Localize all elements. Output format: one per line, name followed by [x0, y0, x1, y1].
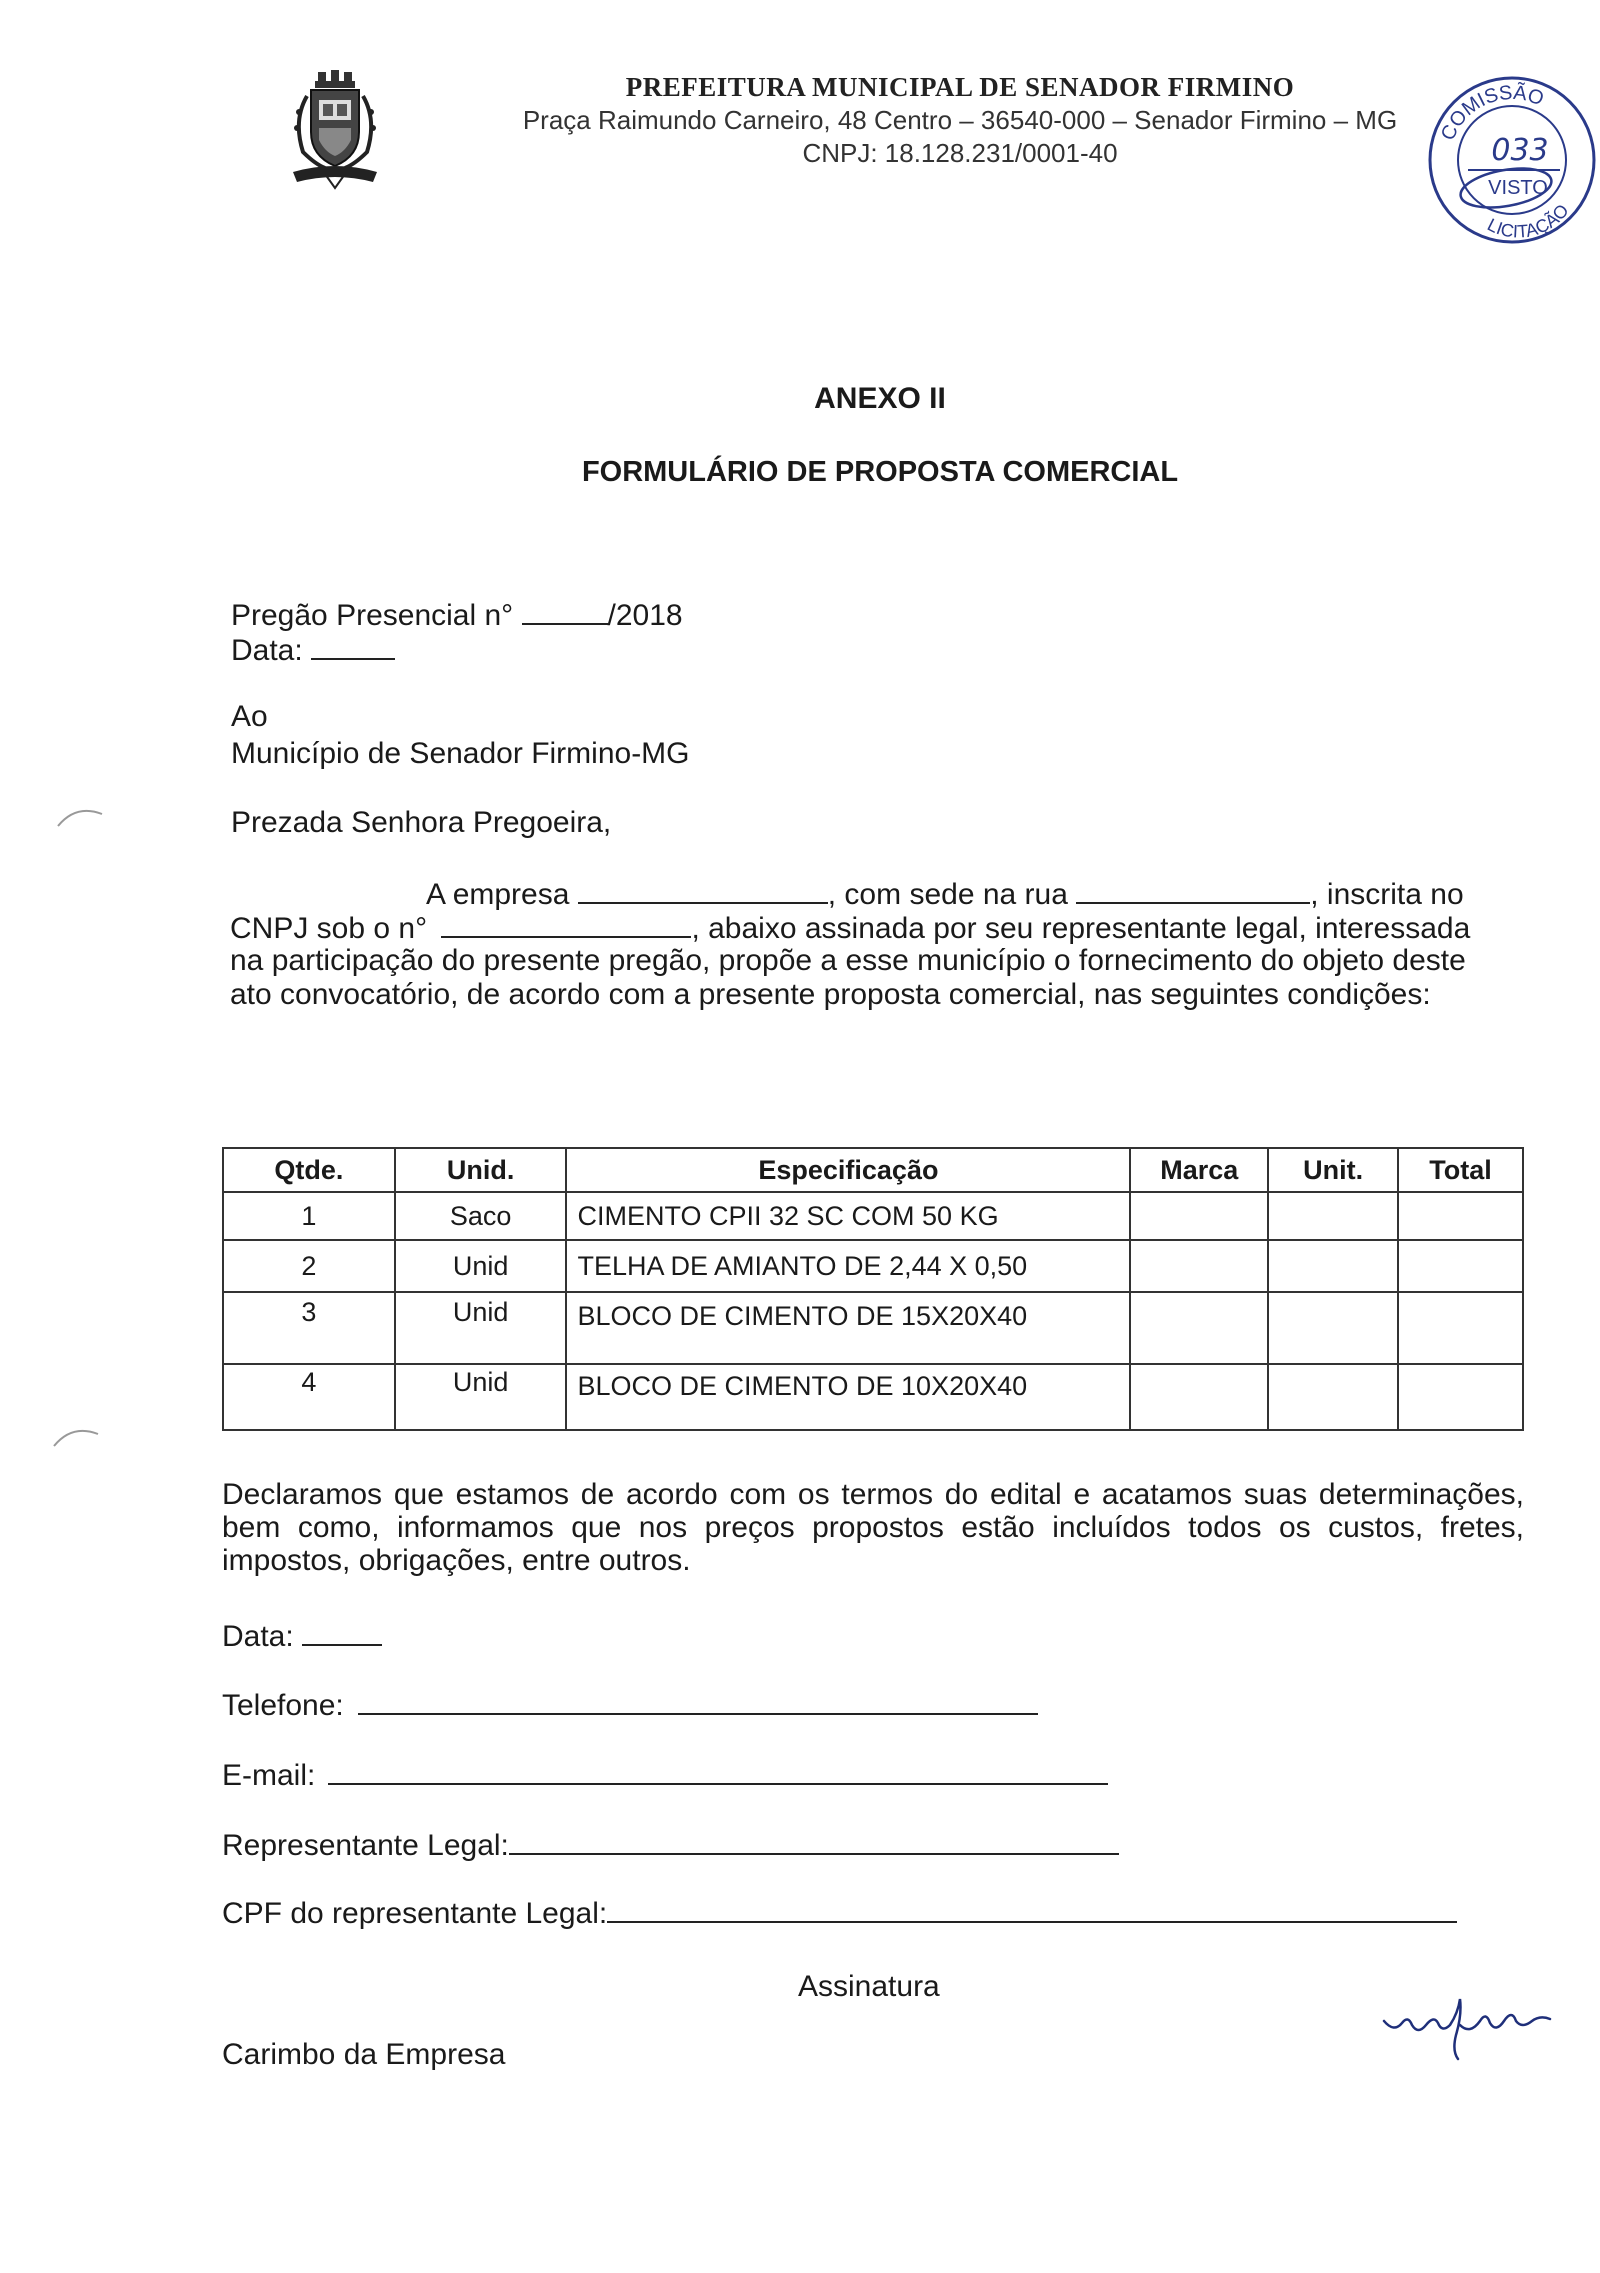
recipient-line-1: Ao [231, 700, 268, 733]
punch-mark-icon [52, 1420, 102, 1450]
field-date-label: Data: [222, 1620, 294, 1653]
body-text: A empresa [426, 878, 570, 911]
company-name-blank[interactable] [578, 876, 828, 904]
cell-marca[interactable] [1130, 1240, 1268, 1292]
municipality-cnpj: CNPJ: 18.128.231/0001-40 [802, 138, 1118, 168]
col-header-unit: Unit. [1268, 1148, 1398, 1192]
cell-unid: Unid [395, 1240, 567, 1292]
company-stamp-label: Carimbo da Empresa [222, 2038, 506, 2071]
body-line-2 [230, 910, 1526, 946]
field-telefone-label: Telefone: [222, 1689, 344, 1722]
stamp-number: 033 [1491, 133, 1549, 168]
table-header-row [223, 1148, 1523, 1192]
cell-total[interactable] [1398, 1292, 1523, 1364]
table-row [223, 1364, 1523, 1430]
field-date-blank[interactable] [302, 1618, 382, 1646]
body-line-4: ato convocatório, de acordo com a presente proposta comercial, nas seguintes condições: [230, 978, 1431, 1011]
field-cpf-label: CPF do representante Legal: [222, 1897, 608, 1930]
pregao-label: Pregão Presencial n° [231, 599, 514, 632]
field-representante-label: Representante Legal: [222, 1829, 509, 1862]
cell-qtde: 1 [223, 1192, 395, 1240]
col-header-marca: Marca [1130, 1148, 1268, 1192]
field-email-blank[interactable] [328, 1757, 1108, 1785]
field-representante-blank[interactable] [509, 1827, 1119, 1855]
municipality-name: PREFEITURA MUNICIPAL DE SENADOR FIRMINO [625, 72, 1295, 102]
cell-total[interactable] [1398, 1192, 1523, 1240]
greeting: Prezada Senhora Pregoeira, [231, 806, 612, 839]
declaration-paragraph: Declaramos que estamos de acordo com os termos do edital e acatamos suas determinações, bem como, informamos que nos preços propostos estão incluídos todos os custos, fretes, impostos, obrigações, entre outros. [222, 1478, 1524, 1577]
date-blank[interactable] [311, 632, 395, 660]
cell-unid: Saco [395, 1192, 567, 1240]
col-header-total: Total [1398, 1148, 1523, 1192]
col-header-especificacao: Especificação [566, 1148, 1130, 1192]
stamp-arc-bottom: LICITAÇÃO [1484, 200, 1573, 242]
cell-qtde: 3 [223, 1292, 395, 1364]
punch-mark-icon [56, 800, 106, 830]
field-cpf [222, 1895, 1457, 1931]
commission-stamp [1420, 60, 1600, 245]
body-line-3: na participação do presente pregão, propõe a esse município o fornecimento do objeto deste [230, 944, 1466, 977]
cell-unid: Unid [395, 1292, 567, 1364]
body-line-1 [230, 876, 1526, 912]
pregao-number-blank[interactable] [522, 597, 608, 625]
cell-spec: CIMENTO CPII 32 SC COM 50 KG [566, 1192, 1130, 1240]
cell-qtde: 2 [223, 1240, 395, 1292]
cell-qtde: 4 [223, 1364, 395, 1430]
date-line [231, 632, 395, 668]
cell-spec: BLOCO DE CIMENTO DE 10X20X40 [566, 1364, 1130, 1430]
pregao-line [231, 597, 683, 633]
cell-marca[interactable] [1130, 1292, 1268, 1364]
signature-label: Assinatura [798, 1970, 940, 2003]
letterhead [460, 72, 1460, 169]
field-date [222, 1618, 382, 1654]
table-row [223, 1192, 1523, 1240]
body-text: , abaixo assinada por seu representante legal, interessada [691, 912, 1471, 945]
cell-unit[interactable] [1268, 1292, 1398, 1364]
field-telefone [222, 1687, 1038, 1723]
field-cpf-blank[interactable] [607, 1895, 1457, 1923]
cell-total[interactable] [1398, 1364, 1523, 1430]
recipient-line-2: Município de Senador Firmino-MG [231, 737, 690, 770]
cell-unit[interactable] [1268, 1364, 1398, 1430]
cell-spec: TELHA DE AMIANTO DE 2,44 X 0,50 [566, 1240, 1130, 1292]
cell-marca[interactable] [1130, 1364, 1268, 1430]
pregao-year: /2018 [607, 599, 683, 632]
cell-total[interactable] [1398, 1240, 1523, 1292]
field-email [222, 1757, 1108, 1793]
cell-spec: BLOCO DE CIMENTO DE 15X20X40 [566, 1292, 1130, 1364]
col-header-unid: Unid. [395, 1148, 567, 1192]
field-email-label: E-mail: [222, 1759, 316, 1792]
body-text: CNPJ sob o n° [230, 912, 428, 945]
annex-title: ANEXO II [814, 382, 946, 415]
form-title: FORMULÁRIO DE PROPOSTA COMERCIAL [581, 456, 1179, 488]
table-row [223, 1240, 1523, 1292]
col-header-qtde: Qtde. [223, 1148, 395, 1192]
field-representante [222, 1827, 1119, 1863]
municipality-address: Praça Raimundo Carneiro, 48 Centro – 36540-000 – Senador Firmino – MG [522, 105, 1398, 135]
body-text: , inscrita no [1310, 878, 1464, 911]
body-text: , com sede na rua [827, 878, 1068, 911]
municipal-crest-icon [285, 70, 385, 190]
stamp-visto: VISTO [1488, 177, 1548, 199]
field-telefone-blank[interactable] [358, 1687, 1038, 1715]
handwritten-initials [1380, 1985, 1560, 2065]
cell-unit[interactable] [1268, 1240, 1398, 1292]
cell-marca[interactable] [1130, 1192, 1268, 1240]
items-table [222, 1147, 1524, 1431]
street-blank[interactable] [1076, 876, 1310, 904]
date-label: Data: [231, 634, 303, 667]
table-row [223, 1292, 1523, 1364]
stamp-arc-top: COMISSÃO [1436, 81, 1547, 144]
cnpj-blank[interactable] [441, 910, 691, 938]
cell-unit[interactable] [1268, 1192, 1398, 1240]
cell-unid: Unid [395, 1364, 567, 1430]
